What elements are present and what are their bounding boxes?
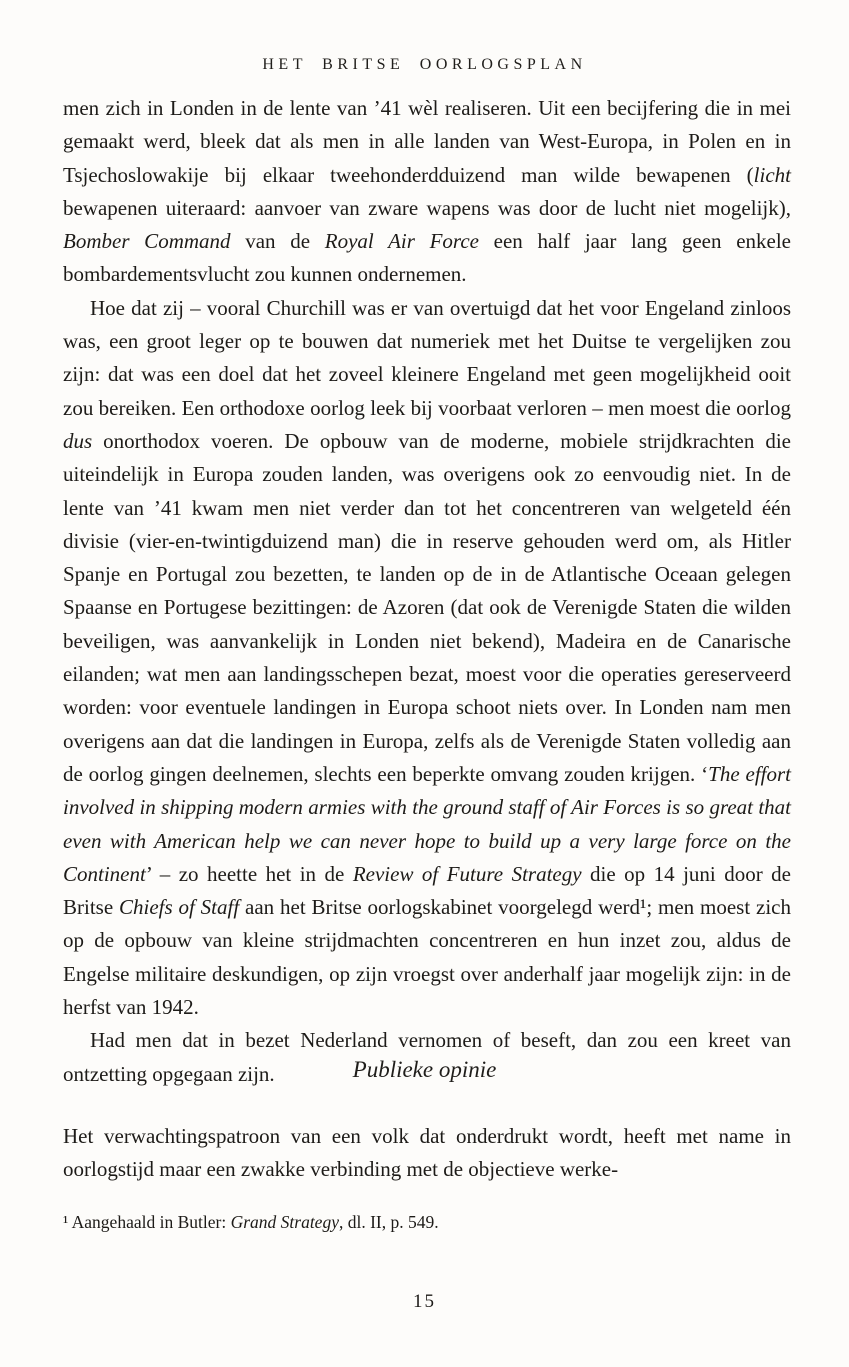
text-run: ¹ Aangehaald in Butler:: [63, 1212, 231, 1232]
text-run: men zich in Londen in de lente van ’41 wèl realiseren. Uit een becijfering die in mei gemaakt werd, bleek dat als men in alle landen van West-Europa, in Polen en in Tsjechoslowakije bij elkaar tweehonderdduizend man wilde bewapenen (: [63, 96, 791, 187]
italic-text-run: Royal Air Force: [324, 229, 479, 254]
italic-text-run: Grand Strategy: [230, 1212, 339, 1232]
italic-text-run: Chiefs of Staff: [119, 895, 240, 920]
text-run: onorthodox voeren. De opbouw van de moderne, mobiele strijdkrachten die uiteindelijk in Europa zouden landen, was overigens ook zo eenvoudig niet. In de lente van ’41 kwam men niet verder dan tot het concentreren van welgeteld één divisie (vier-en-twintigduizend man) die in reserve gehouden werd om, als Hitler Spanje en Portugal zou bezetten, te landen op de in de Atlantische Oceaan gelegen Spaanse en Portugese bezittingen: de Azoren (dat ook de Verenigde Staten die wilden beveiligen, was aanvankelijk in Londen niet bekend), Madeira en de Canarische eilanden; wat men aan landingsschepen bezat, moest voor die operaties gereserveerd worden: voor eventuele landingen in Europa schoot niets over. In Londen nam men overigens aan dat die landingen in Europa, zelfs als de Verenigde Staten volledig aan de oorlog gingen deelnemen, slechts een beperkte omvang zouden krijgen. ‘: [63, 428, 791, 786]
paragraph: [63, 92, 791, 292]
body-text-after-heading: [63, 1120, 791, 1187]
section-heading: Publieke opinie: [352, 1057, 497, 1082]
text-run: Het verwachtingspatroon van een volk dat onderdrukt wordt, heeft met name in oorlogstijd maar een zwakke verbinding met de objectieve werke-: [63, 1124, 791, 1182]
text-run: Hoe dat zij – vooral Churchill was er van overtuigd dat het voor Engeland zinloos was, een groot leger op te bouwen dat numeriek met het Duitse te vergelijken zou zijn: dat was een doel dat het zoveel kleinere Engeland met geen mogelijkheid ooit zou bereiken. Een orthodoxe oorlog leek bij voorbaat verloren – men moest die oorlog: [63, 295, 791, 420]
italic-text-run: dus: [63, 428, 93, 453]
footnote: [63, 1210, 791, 1235]
running-head: HET BRITSE OORLOGSPLAN: [262, 56, 587, 73]
text-run: ’ – zo heette het in de: [145, 861, 353, 886]
text-run: Had men dat in bezet Nederland vernomen of beseft, dan zou een kreet van ontzetting opgegaan zijn.: [63, 1028, 791, 1086]
text-run: aan het Britse oorlogskabinet voorgelegd werd¹; men moest zich op de opbouw van kleine strijdmachten concentreren en hun inzet zou, aldus de Engelse militaire deskundigen, op zijn vroegst over anderhalf jaar mogelijk zijn: in de herfst van 1942.: [63, 895, 791, 1020]
italic-text-run: Review of Future Strategy: [352, 861, 582, 886]
page-number: 15: [413, 1291, 436, 1312]
text-run: een half jaar lang geen enkele bombardementsvlucht zou kunnen ondernemen.: [63, 229, 791, 287]
italic-text-run: Bomber Command: [63, 229, 231, 254]
text-run: bewapenen uiteraard: aanvoer van zware wapens was door de lucht niet mogelijk),: [63, 195, 791, 220]
paragraph: [63, 292, 791, 1025]
text-run: die op 14 juni door de Britse: [63, 861, 792, 920]
text-run: , dl. II, p. 549.: [338, 1212, 439, 1232]
text-run: van de: [230, 229, 325, 254]
body-text: [63, 92, 791, 1091]
paragraph: [63, 1120, 791, 1187]
italic-text-run: licht: [753, 162, 791, 187]
italic-text-run: The effort involved in shipping modern armies with the ground staff of Air Forces is so great that even with American help we can never hope to build up a very large force on the Continent: [63, 761, 791, 886]
